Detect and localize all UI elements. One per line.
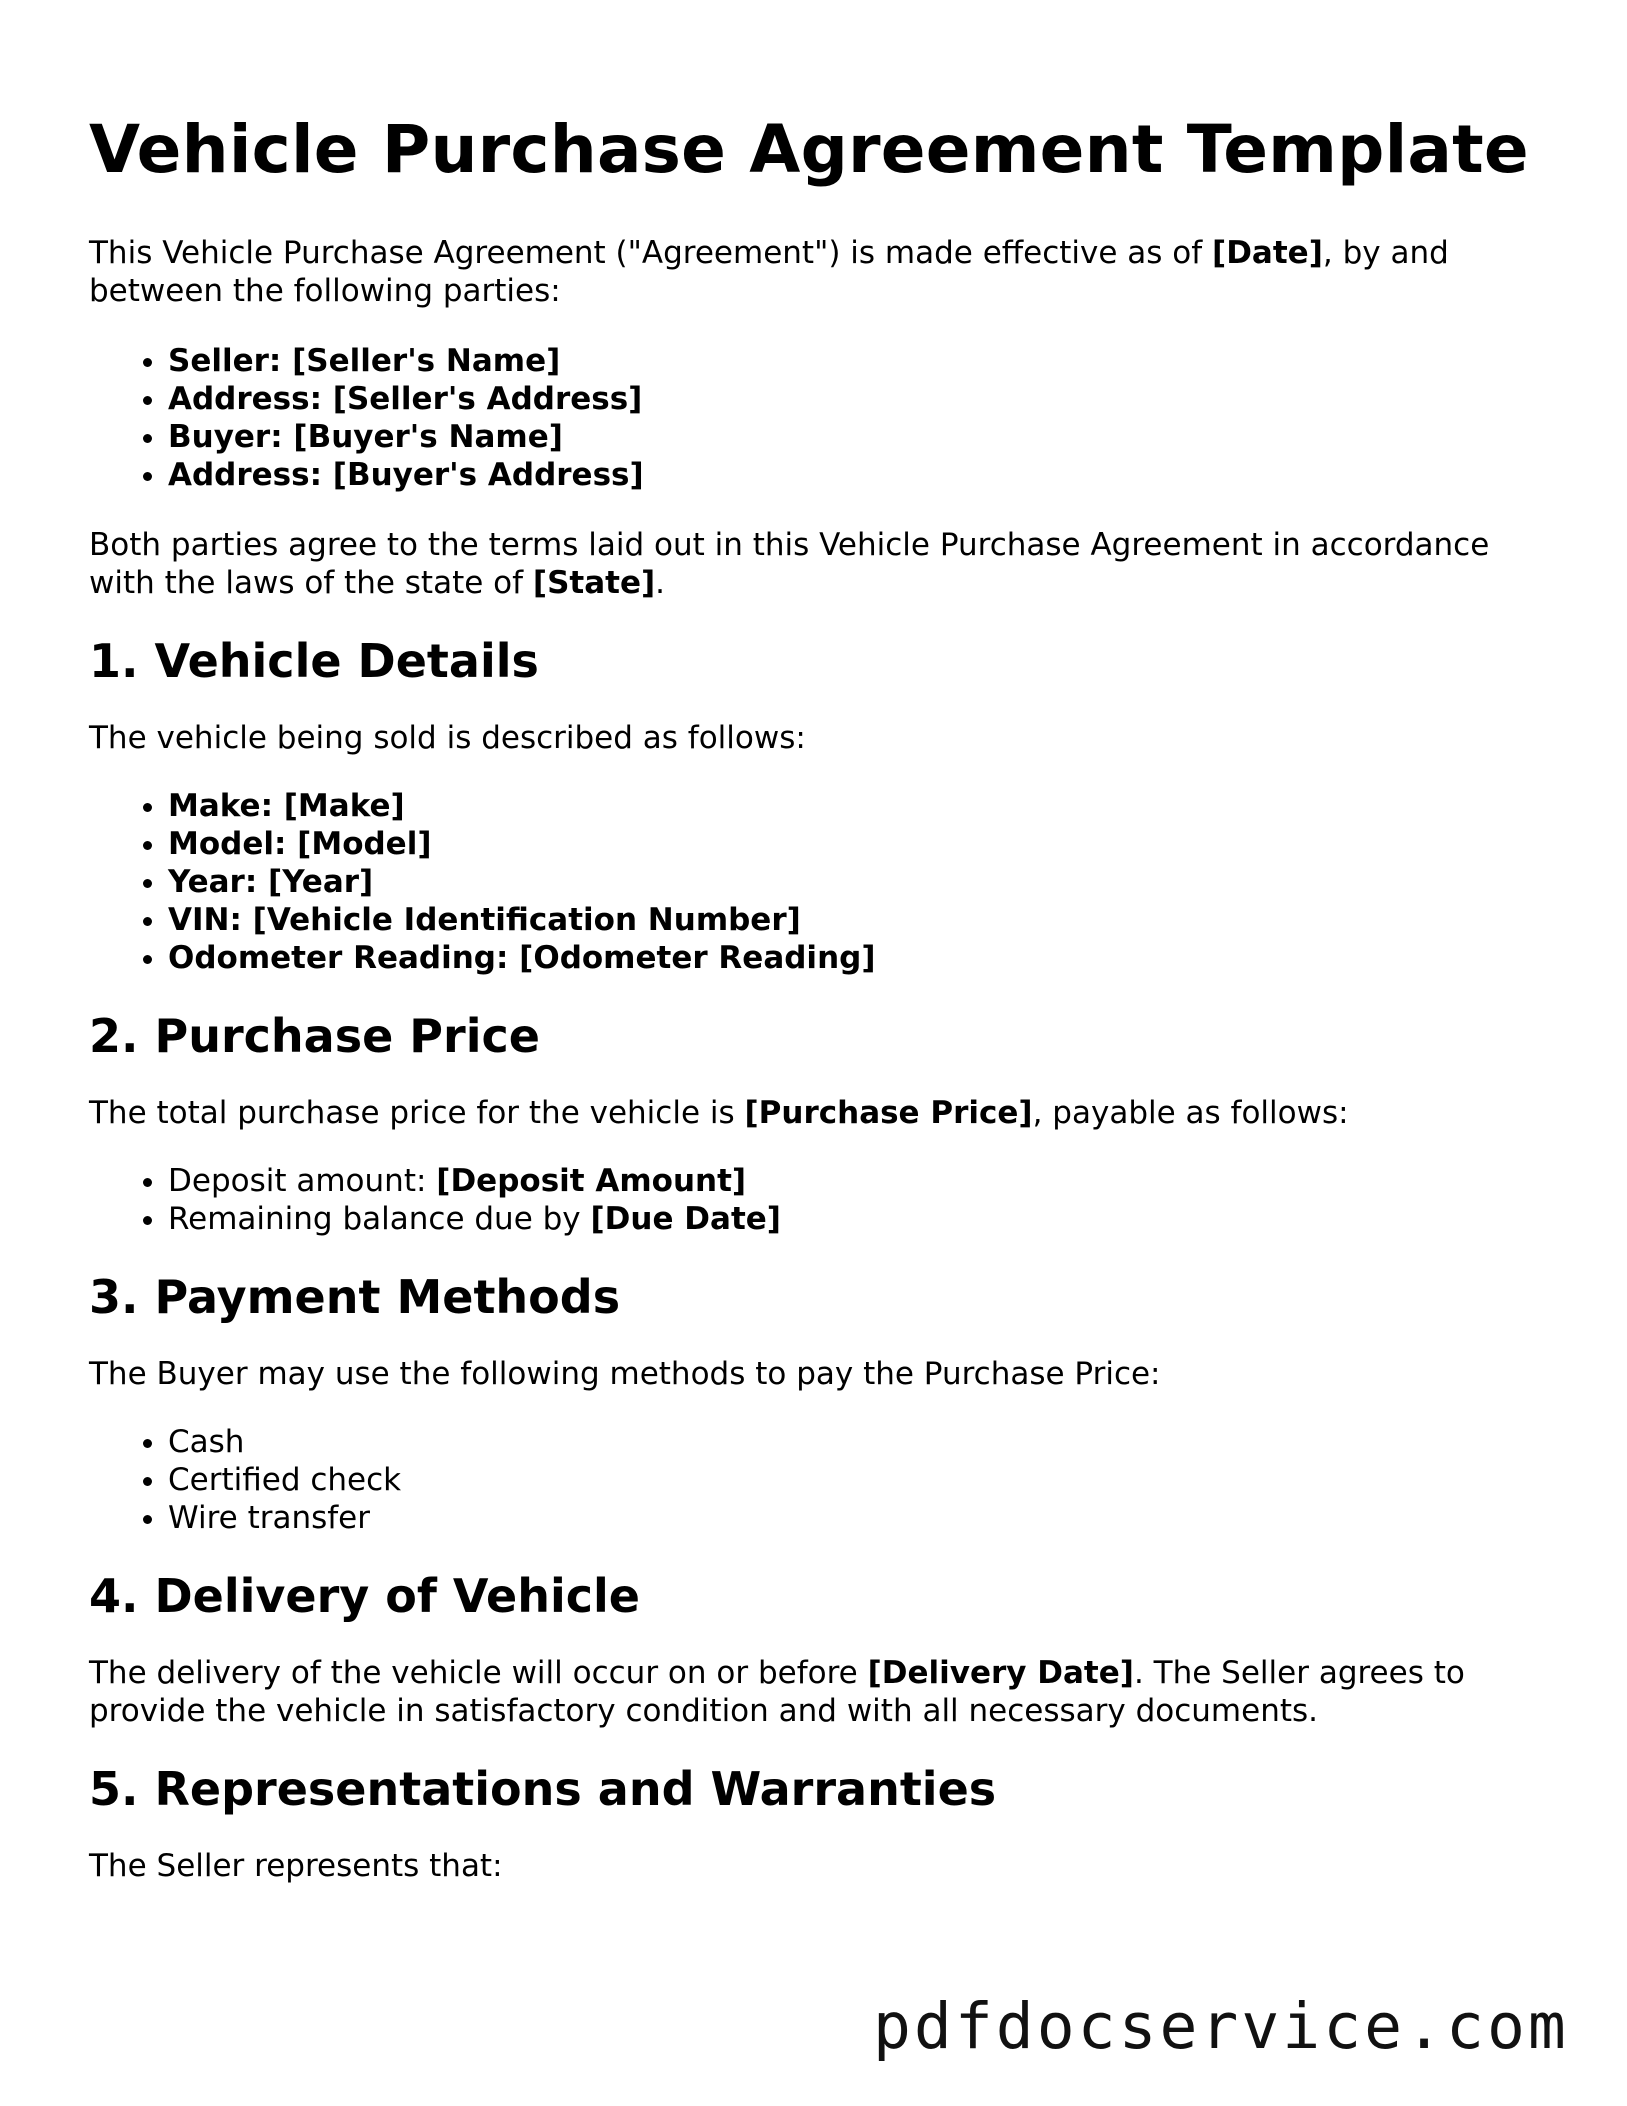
purchase-price-placeholder: [Purchase Price]: [744, 1095, 1033, 1131]
list-item: • Remaining balance due by [Due Date]: [168, 1200, 1549, 1238]
list-item: • Model: [Model]: [168, 825, 1549, 863]
vehicle-details-intro: The vehicle being sold is described as follows:: [89, 720, 806, 756]
list-item: • Address: [Buyer's Address]: [168, 456, 1549, 494]
payment-methods-list: [89, 1423, 1549, 1537]
list-item: • Buyer: [Buyer's Name]: [168, 418, 1549, 456]
list-item: • Year: [Year]: [168, 863, 1549, 901]
list-item: • Address: [Seller's Address]: [168, 380, 1549, 418]
list-item: • Wire transfer: [168, 1499, 1549, 1537]
list-item: • Certified check: [168, 1461, 1549, 1499]
list-item: • Seller: [Seller's Name]: [168, 342, 1549, 380]
list-item: • Make: [Make]: [168, 787, 1549, 825]
delivery-paragraph: The delivery of the vehicle will occur on or before [Delivery Date]. The Seller agrees to provide the vehicle in satisfactory condition and with all necessary documents.: [89, 1655, 1465, 1729]
document-title: Vehicle Purchase Agreement Template: [89, 111, 1529, 188]
watermark-text: pdfdocservice.com: [873, 1990, 1569, 2063]
section-heading-payment-methods: 3. Payment Methods: [89, 1270, 621, 1324]
section-heading-delivery: 4. Delivery of Vehicle: [89, 1569, 640, 1623]
list-item: • Cash: [168, 1423, 1549, 1461]
date-placeholder: [Date]: [1212, 235, 1323, 271]
agreement-paragraph: Both parties agree to the terms laid out in this Vehicle Purchase Agreement in accordance with the laws of the state of [State].: [89, 527, 1490, 601]
payment-methods-intro: The Buyer may use the following methods to pay the Purchase Price:: [89, 1356, 1161, 1392]
parties-list: [89, 342, 1549, 494]
delivery-date-placeholder: [Delivery Date]: [867, 1655, 1134, 1691]
document-page: [89, 108, 1549, 1885]
section-heading-purchase-price: 2. Purchase Price: [89, 1009, 540, 1063]
section-heading-vehicle-details: 1. Vehicle Details: [89, 634, 539, 688]
list-item: • VIN: [Vehicle Identification Number]: [168, 901, 1549, 939]
representations-intro: The Seller represents that:: [89, 1848, 503, 1884]
payment-schedule-list: [89, 1162, 1549, 1238]
list-item: • Odometer Reading: [Odometer Reading]: [168, 939, 1549, 977]
intro-paragraph: This Vehicle Purchase Agreement ("Agreement") is made effective as of [Date], by and between the following parties:: [89, 235, 1449, 309]
section-heading-representations: 5. Representations and Warranties: [89, 1762, 997, 1816]
state-placeholder: [State]: [532, 565, 656, 601]
vehicle-details-list: [89, 787, 1549, 977]
list-item: • Deposit amount: [Deposit Amount]: [168, 1162, 1549, 1200]
purchase-price-paragraph: The total purchase price for the vehicle is [Purchase Price], payable as follows:: [89, 1095, 1349, 1131]
